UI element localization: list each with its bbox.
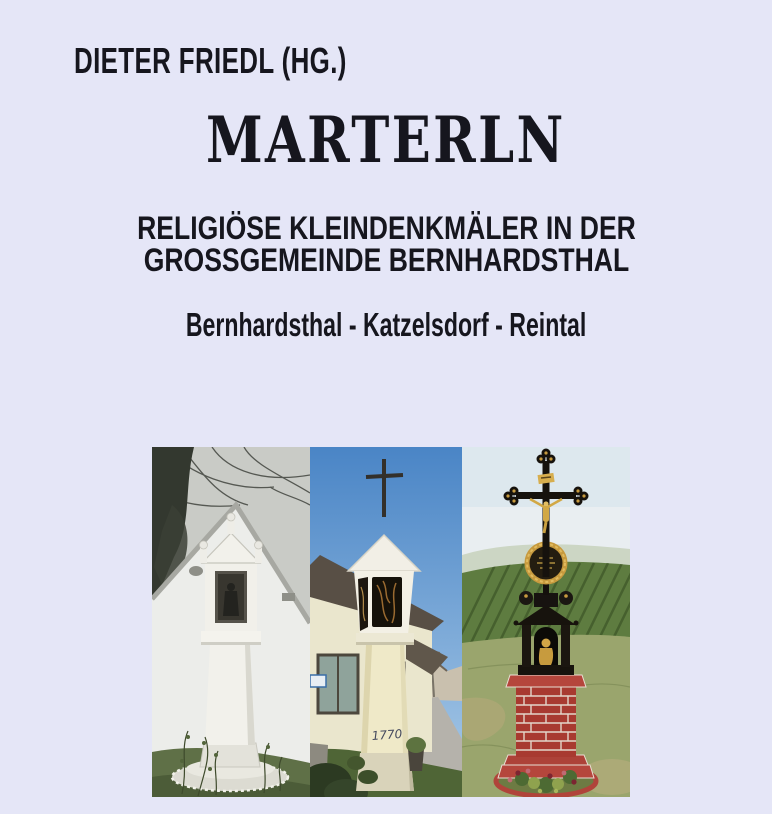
photo-iron-crucifix [462, 447, 630, 797]
pedestal-cap [506, 675, 586, 687]
subtitle-line-2: GROSSGEMEINDE BERNHARDSTHAL [143, 241, 629, 278]
locations-line: Bernhardsthal - Katzelsdorf - Reintal [185, 306, 587, 343]
tabernacle-pillar-illustration [310, 447, 462, 797]
madonna-statue [539, 648, 553, 665]
pedestal-step [498, 765, 594, 778]
cover-photo-strip [152, 447, 630, 797]
niche-pillar-illustration [152, 447, 310, 797]
photo-tabernacle-pillar [310, 447, 462, 797]
angel-figures [534, 593, 558, 607]
book-title-text: MARTERLN [206, 103, 566, 178]
date-inscription: 1770 [371, 726, 403, 743]
subtitle [0, 210, 772, 278]
niche-statue [223, 591, 239, 616]
author-line [74, 40, 453, 82]
shrine-base [200, 743, 260, 767]
photo-niche-pillar [152, 447, 310, 797]
iron-crucifix-illustration [462, 447, 630, 797]
author-text: DIETER FRIEDL (HG.) [74, 40, 347, 81]
small-sign [310, 675, 326, 687]
subtitle-line-1: RELIGIÖSE KLEINDENKMÄLER IN DER [136, 210, 636, 246]
book-title [0, 103, 772, 178]
